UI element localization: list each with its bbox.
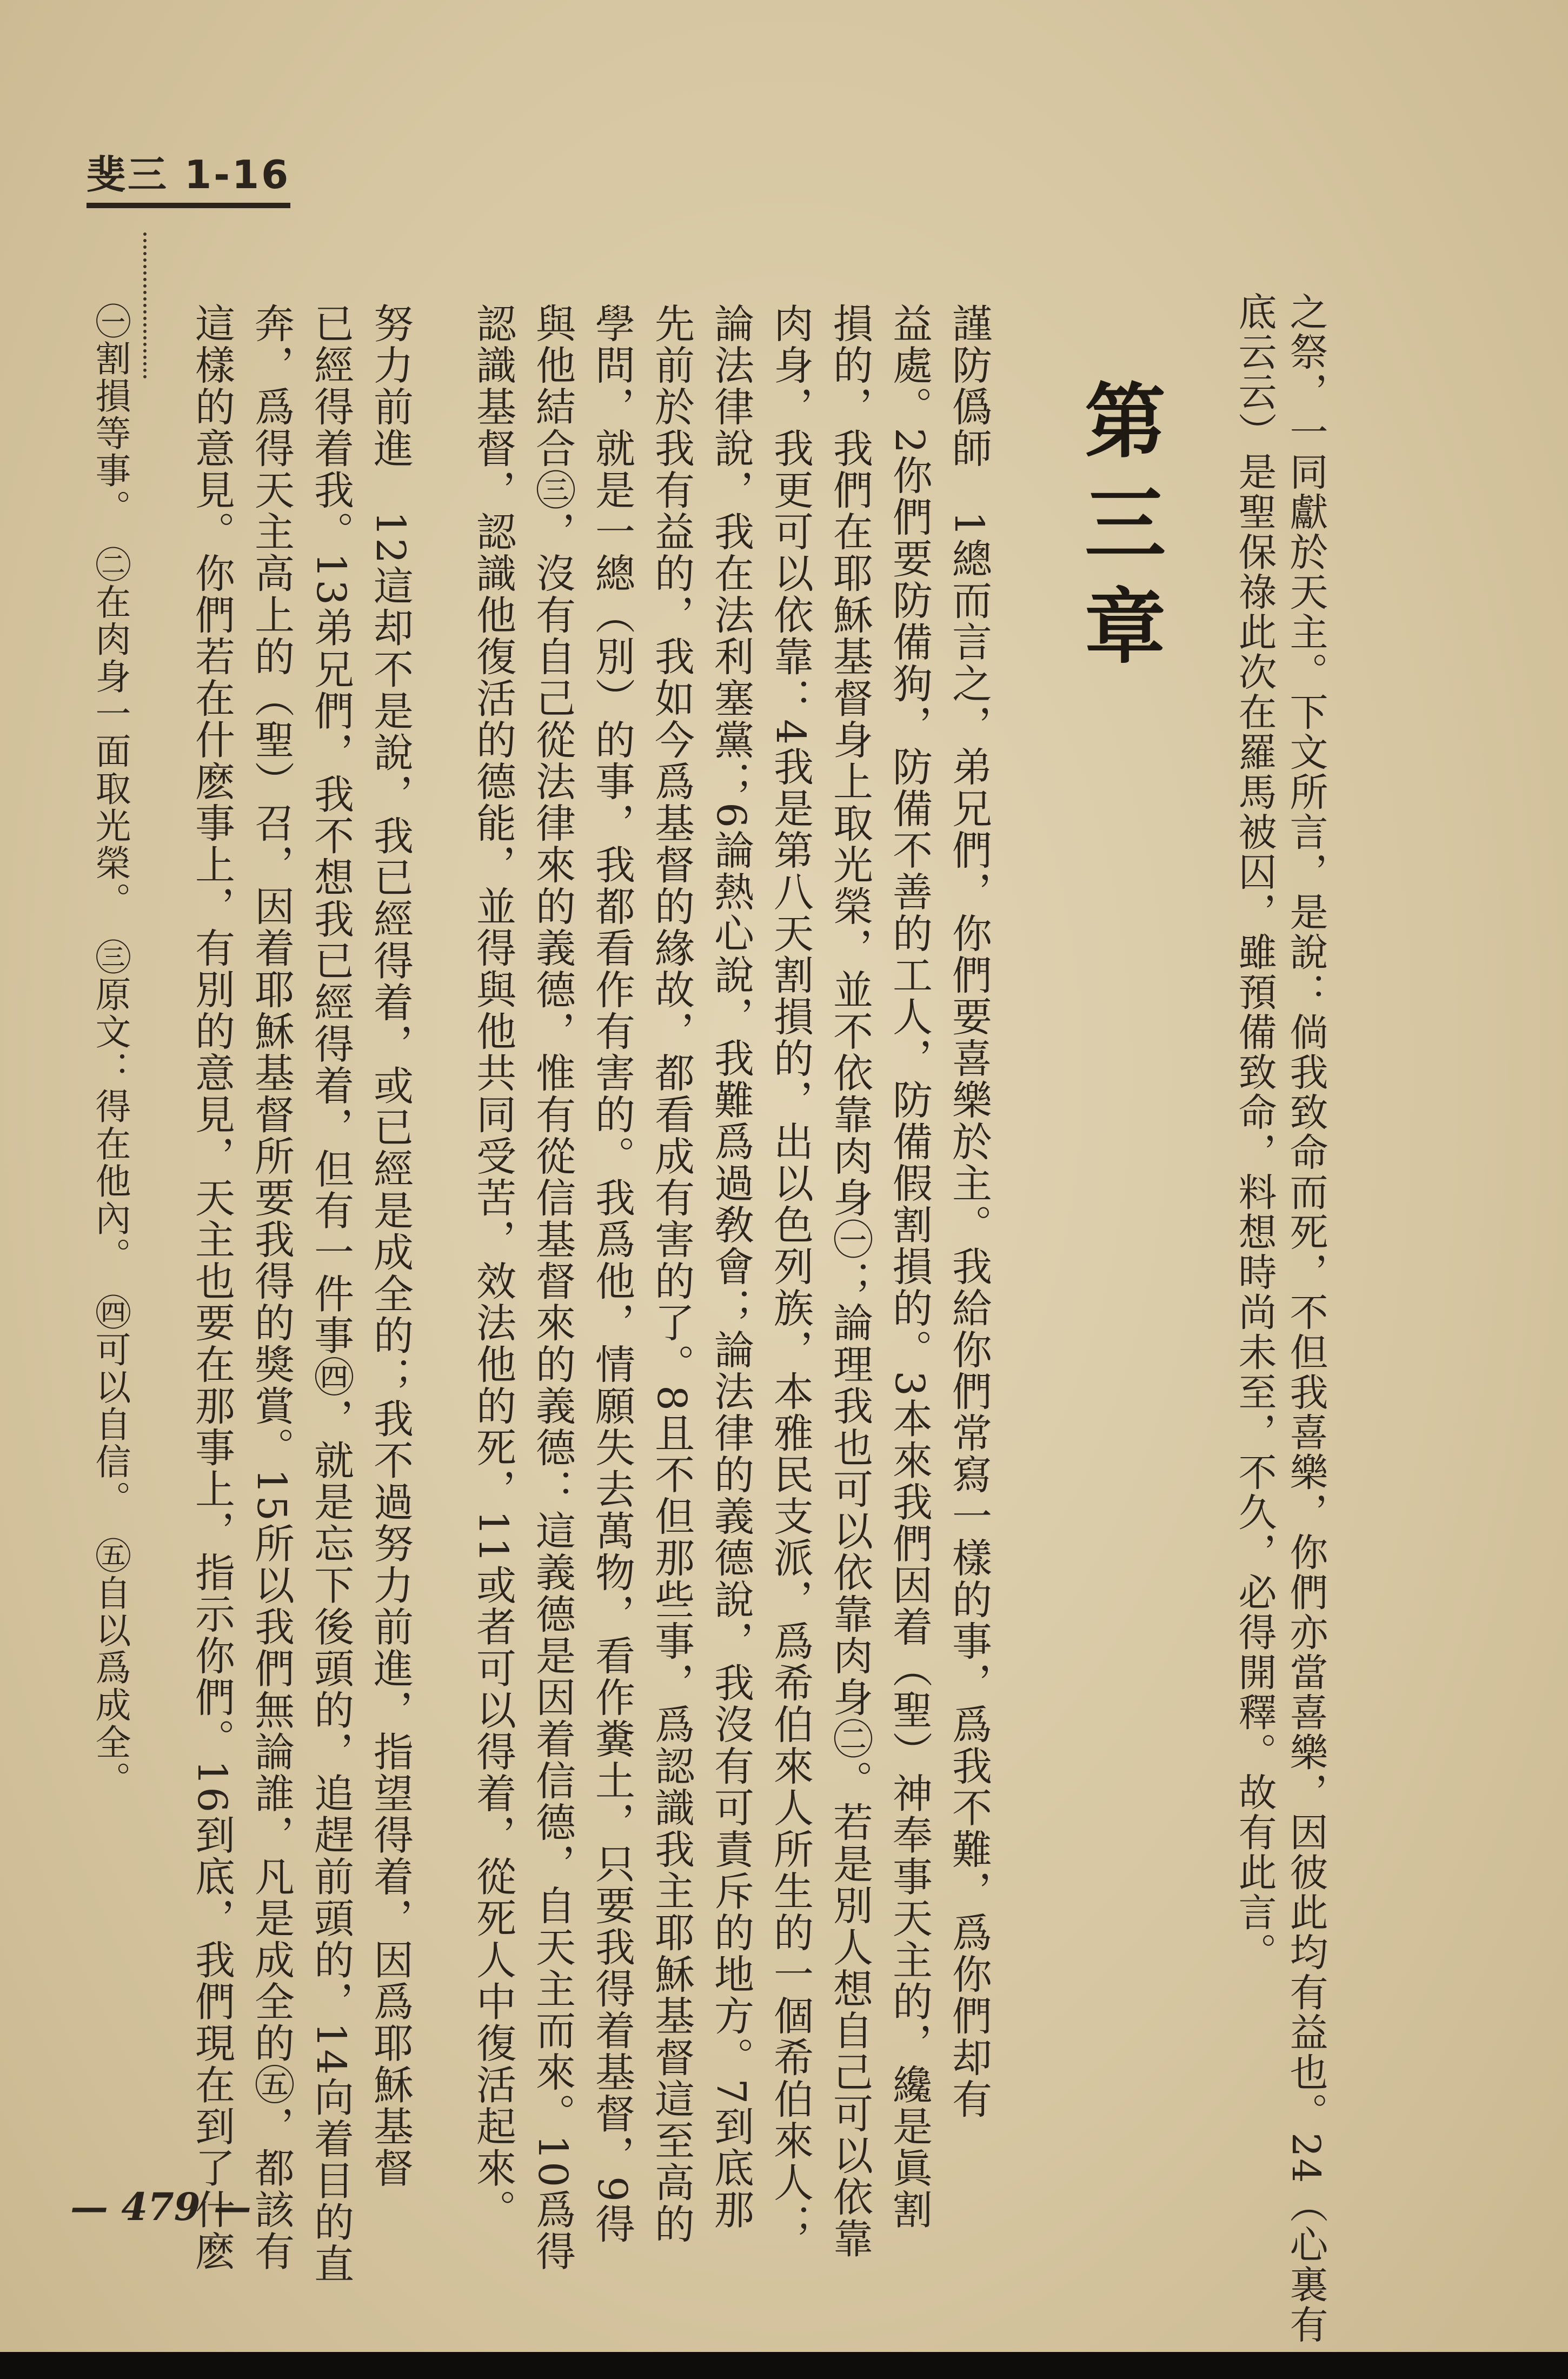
- body-line: 益處。2你們要防備狗，防備不善的工人，防備假割損的。3本來我們因着（聖）神奉事天主的，纔是眞割: [886, 303, 933, 2231]
- body-line: 與他結合㊂，沒有自己從法律來的義德，惟有從信基督來的義德：這義德是因着信德，自天主而來。10爲得: [529, 303, 576, 2272]
- body-line: 奔，爲得天主高上的（聖）召，因着耶穌基督所要我得的獎賞。15所以我們無論誰，凡是成全的㊄，都該有: [248, 303, 295, 2272]
- chapter-title: 第三章: [1071, 378, 1166, 687]
- body-line: 認識基督，認識他復活的德能，並得與他共同受苦，效法他的死，11或者可以得着，從死人中復活起來。: [470, 303, 516, 2231]
- body-line: 先前於我有益的，我如今爲基督的緣故，都看成有害的了。8且不但那些事，爲認識我主耶穌基督這至高的: [648, 303, 695, 2245]
- body-line: 論法律說，我在法利塞黨；6論熱心說，我難爲過敎會；論法律的義德說，我沒有可責斥的地方。7到底那: [708, 303, 754, 2231]
- body-line: 努力前進 12這却不是說，我已經得着，或已經是成全的；我不過努力前進，指望得着，因爲耶穌基督: [367, 303, 414, 2189]
- footnote-separator: [143, 232, 157, 378]
- body-line: 已經得着我。13弟兄們，我不想我已經得着，但有一件事㊃，就是忘下後頭的，追趕前頭的，14向着目的直: [308, 303, 354, 2285]
- page-number: — 479 —: [70, 2184, 251, 2229]
- running-head: 斐三 1-16: [87, 143, 290, 208]
- body-line: 損的，我們在耶穌基督身上取光榮，並不依靠肉身㊀；論理我也可以依靠肉身㊁。若是別人想自己可以依靠: [827, 303, 873, 2260]
- body-line: 學問，就是一總（別）的事，我都看作有害的。我爲他，情願失去萬物，看作糞土，只要我得着基督，9得: [589, 303, 635, 2245]
- body-line: 謹防僞師 1總而言之，弟兄們，你們要喜樂於主。我給你們常寫一樣的事，爲我不難，爲你們却有: [946, 303, 992, 2121]
- continuation-line: 之祭，一同獻於天主。下文所言，是說：倘我致命而死，不但我喜樂，你們亦當喜樂，因彼此均有益也。24（心裏有: [1284, 292, 1328, 2345]
- scan-border: [0, 2352, 1568, 2379]
- body-line: 這樣的意見。你們若在什麽事上，有別的意見，天主也要在那事上，指示你們。16到底，我們現在到了什麽: [189, 303, 235, 2272]
- footnotes: ㊀割損等事。 ㊁在肉身一面取光榮。 ㊂原文：得在他內。 ㊃可以自信。 ㊄自以爲成全。: [89, 303, 131, 1798]
- body-line: 肉身，我更可以依靠：4我是第八天割損的，出以色列族，本雅民支派，爲希伯來人所生的一個希伯來人；: [767, 303, 814, 2245]
- continuation-line: 底云云）是聖保祿此次在羅馬被囚，雖預備致命，料想時尚未至，不久，必得開釋。故有此言。: [1232, 292, 1277, 1972]
